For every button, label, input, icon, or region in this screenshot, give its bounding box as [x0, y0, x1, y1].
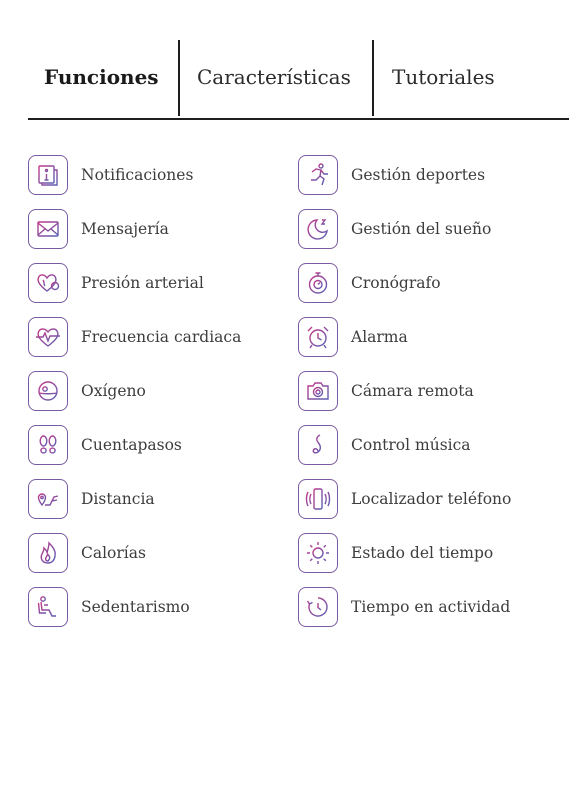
distance-icon	[28, 479, 68, 519]
feature-localizador-telefono[interactable]	[298, 472, 511, 526]
feature-list	[0, 148, 579, 648]
feature-label: Oxígeno	[81, 382, 146, 400]
feature-label: Notificaciones	[81, 166, 194, 184]
camera-icon	[298, 371, 338, 411]
tab-tutoriales[interactable]: Tutoriales	[392, 65, 495, 89]
feature-label: Control música	[351, 436, 471, 454]
feature-column-right	[298, 148, 511, 634]
feature-mensajeria[interactable]	[28, 202, 241, 256]
feature-notificaciones[interactable]	[28, 148, 241, 202]
tab-caracteristicas[interactable]: Características	[197, 65, 351, 89]
info-icon	[28, 155, 68, 195]
feature-label: Gestión del sueño	[351, 220, 492, 238]
activity-timer-icon	[298, 587, 338, 627]
tab-divider	[178, 40, 180, 116]
feature-label: Cuentapasos	[81, 436, 182, 454]
feature-label: Gestión deportes	[351, 166, 486, 184]
feature-alarma[interactable]	[298, 310, 511, 364]
feature-gestion-deportes[interactable]	[298, 148, 511, 202]
feature-label: Distancia	[81, 490, 155, 508]
feature-estado-tiempo[interactable]	[298, 526, 511, 580]
envelope-icon	[28, 209, 68, 249]
blood-pressure-icon	[28, 263, 68, 303]
feature-tiempo-actividad[interactable]	[298, 580, 511, 634]
feature-camara-remota[interactable]	[298, 364, 511, 418]
moon-icon	[298, 209, 338, 249]
feature-label: Alarma	[351, 328, 408, 346]
feature-label: Calorías	[81, 544, 146, 562]
feature-column-left	[28, 148, 241, 634]
feature-distancia[interactable]	[28, 472, 241, 526]
feature-label: Presión arterial	[81, 274, 204, 292]
feature-label: Estado del tiempo	[351, 544, 494, 562]
feature-frecuencia-cardiaca[interactable]	[28, 310, 241, 364]
feature-oxigeno[interactable]	[28, 364, 241, 418]
feature-control-musica[interactable]	[298, 418, 511, 472]
heart-rate-icon	[28, 317, 68, 357]
feature-label: Mensajería	[81, 220, 169, 238]
phone-vibrate-icon	[298, 479, 338, 519]
feature-cronografo[interactable]	[298, 256, 511, 310]
feature-presion-arterial[interactable]	[28, 256, 241, 310]
stopwatch-icon	[298, 263, 338, 303]
flame-icon	[28, 533, 68, 573]
tab-bar	[28, 38, 569, 120]
feature-label: Tiempo en actividad	[351, 598, 511, 616]
feature-label: Frecuencia cardiaca	[81, 328, 242, 346]
feature-gestion-sueno[interactable]	[298, 202, 511, 256]
tab-divider	[372, 40, 374, 116]
feature-label: Localizador teléfono	[351, 490, 512, 508]
tab-funciones[interactable]: Funciones	[44, 65, 159, 89]
footprints-icon	[28, 425, 68, 465]
feature-label: Sedentarismo	[81, 598, 190, 616]
feature-sedentarismo[interactable]	[28, 580, 241, 634]
oxygen-icon	[28, 371, 68, 411]
sun-icon	[298, 533, 338, 573]
seated-person-icon	[28, 587, 68, 627]
feature-calorias[interactable]	[28, 526, 241, 580]
alarm-clock-icon	[298, 317, 338, 357]
runner-icon	[298, 155, 338, 195]
feature-label: Cámara remota	[351, 382, 474, 400]
music-note-icon	[298, 425, 338, 465]
feature-cuentapasos[interactable]	[28, 418, 241, 472]
feature-label: Cronógrafo	[351, 274, 441, 292]
